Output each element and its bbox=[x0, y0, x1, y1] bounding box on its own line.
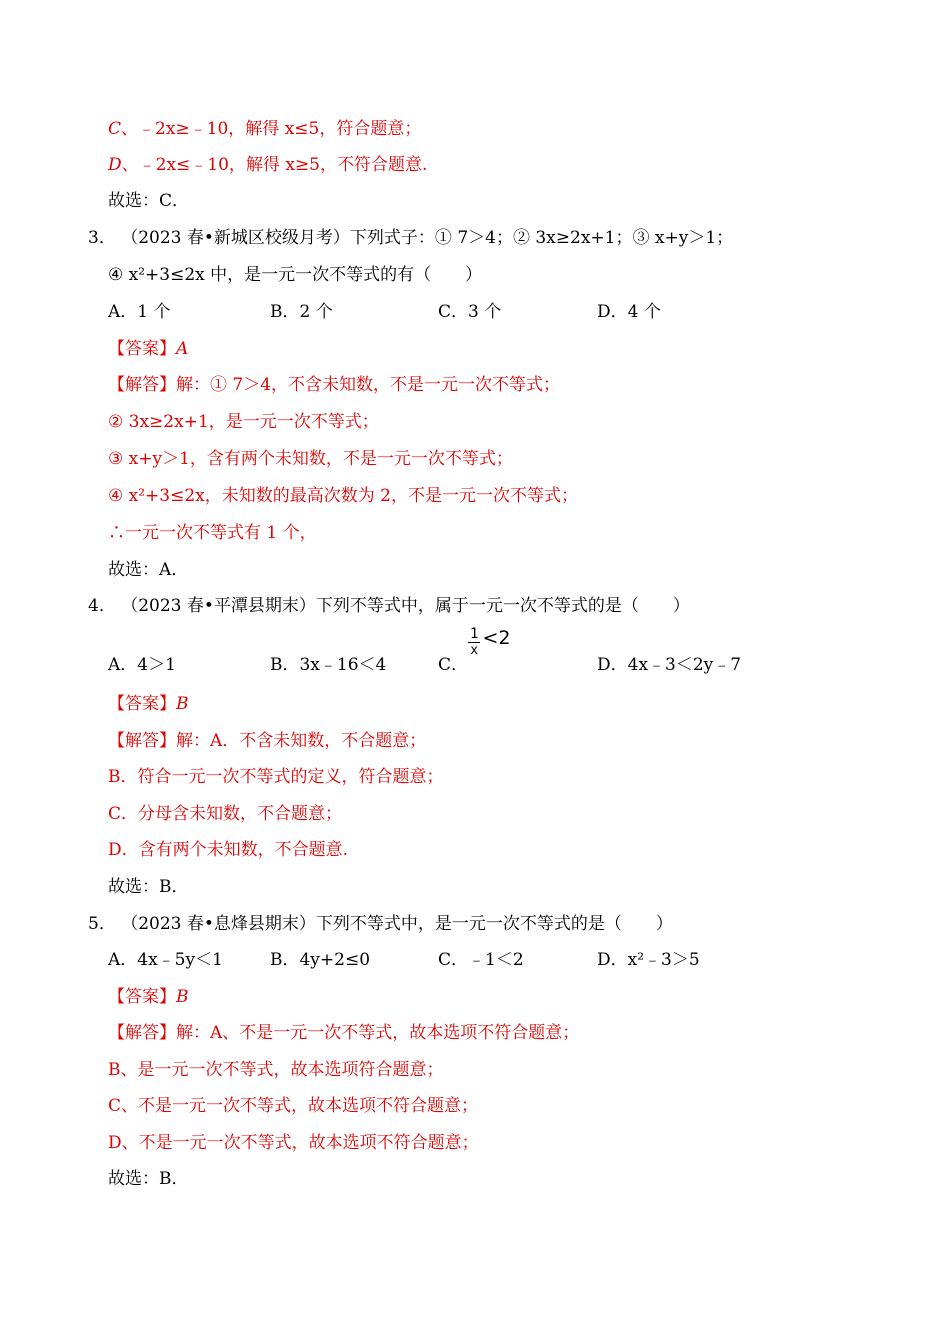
q3-stem-line1: 3． （2023 春•新城区校级月考）下列式子：① 7＞4；② 3x≥2x+1；③ x+y＞1； bbox=[88, 228, 734, 248]
q4-choice: 故选：B． bbox=[108, 877, 189, 897]
q3-option-a: A．1 个 bbox=[108, 302, 171, 322]
q3-option-b: B．2 个 bbox=[270, 302, 333, 322]
q5-option-a: A．4x﹣5y＜1 bbox=[108, 950, 223, 970]
fraction-numerator: 1 bbox=[470, 626, 479, 642]
prev-line-c: C、﹣2x≥﹣10，解得 x≤5，符合题意； bbox=[108, 119, 422, 139]
q3-stem-line2: ④ x²+3≤2x 中，是一元一次不等式的有（ ） bbox=[108, 265, 483, 285]
q3-answer: 【答案】A bbox=[108, 339, 189, 359]
q4-analysis-3: D．含有两个未知数，不合题意. bbox=[108, 840, 349, 860]
q5-analysis-0: 【解答】解：A、不是一元一次不等式，故本选项不符合题意； bbox=[108, 1023, 580, 1043]
q5-stem: 5． （2023 春•息烽县期末）下列不等式中，是一元一次不等式的是（ ） bbox=[88, 914, 673, 934]
q4-stem: 4． （2023 春•平潭县期末）下列不等式中，属于一元一次不等式的是（ ） bbox=[88, 596, 690, 616]
q3-analysis-2: ③ x+y＞1，含有两个未知数，不是一元一次不等式； bbox=[108, 449, 513, 469]
q4-option-c-fraction bbox=[468, 626, 510, 659]
q5-analysis-1: B、是一元一次不等式，故本选项符合题意； bbox=[108, 1060, 444, 1080]
q5-choice: 故选：B． bbox=[108, 1169, 189, 1189]
q4-option-a: A．4＞1 bbox=[108, 655, 176, 675]
q3-choice: 故选：A． bbox=[108, 560, 189, 580]
q5-option-b: B．4y+2≤0 bbox=[270, 950, 371, 970]
q3-analysis-4: ∴一元一次不等式有 1 个， bbox=[108, 523, 317, 543]
q3-option-c: C．3 个 bbox=[438, 302, 502, 322]
q4-option-b: B．3x﹣16＜4 bbox=[270, 655, 387, 675]
q3-analysis-1: ② 3x≥2x+1，是一元一次不等式； bbox=[108, 412, 379, 432]
fraction-relation: <2 bbox=[482, 626, 511, 649]
q5-option-d: D．x²﹣3＞5 bbox=[597, 950, 700, 970]
q4-option-c: C． bbox=[438, 655, 469, 675]
fraction bbox=[468, 626, 480, 659]
q4-analysis-2: C．分母含未知数，不合题意； bbox=[108, 804, 343, 824]
q5-option-c: C．﹣1＜2 bbox=[438, 950, 524, 970]
q3-analysis-0: 【解答】解：① 7＞4，不含未知数，不是一元一次不等式； bbox=[108, 375, 561, 395]
q4-option-d: D．4x﹣3＜2y﹣7 bbox=[597, 655, 742, 675]
q4-analysis-1: B．符合一元一次不等式的定义，符合题意； bbox=[108, 767, 444, 787]
q4-analysis-0: 【解答】解：A．不含未知数，不合题意； bbox=[108, 731, 427, 751]
fraction-denominator: x bbox=[470, 643, 479, 658]
q5-analysis-2: C、不是一元一次不等式，故本选项不符合题意； bbox=[108, 1096, 479, 1116]
q5-analysis-3: D、不是一元一次不等式，故本选项不符合题意； bbox=[108, 1133, 479, 1153]
q3-option-d: D．4 个 bbox=[597, 302, 661, 322]
q3-analysis-3: ④ x²+3≤2x，未知数的最高次数为 2，不是一元一次不等式； bbox=[108, 486, 578, 506]
q4-answer: 【答案】B bbox=[108, 694, 189, 714]
prev-choice: 故选：C． bbox=[108, 191, 190, 211]
prev-line-d: D、﹣2x≤﹣10，解得 x≥5，不符合题意. bbox=[108, 155, 428, 175]
q5-answer: 【答案】B bbox=[108, 987, 189, 1007]
